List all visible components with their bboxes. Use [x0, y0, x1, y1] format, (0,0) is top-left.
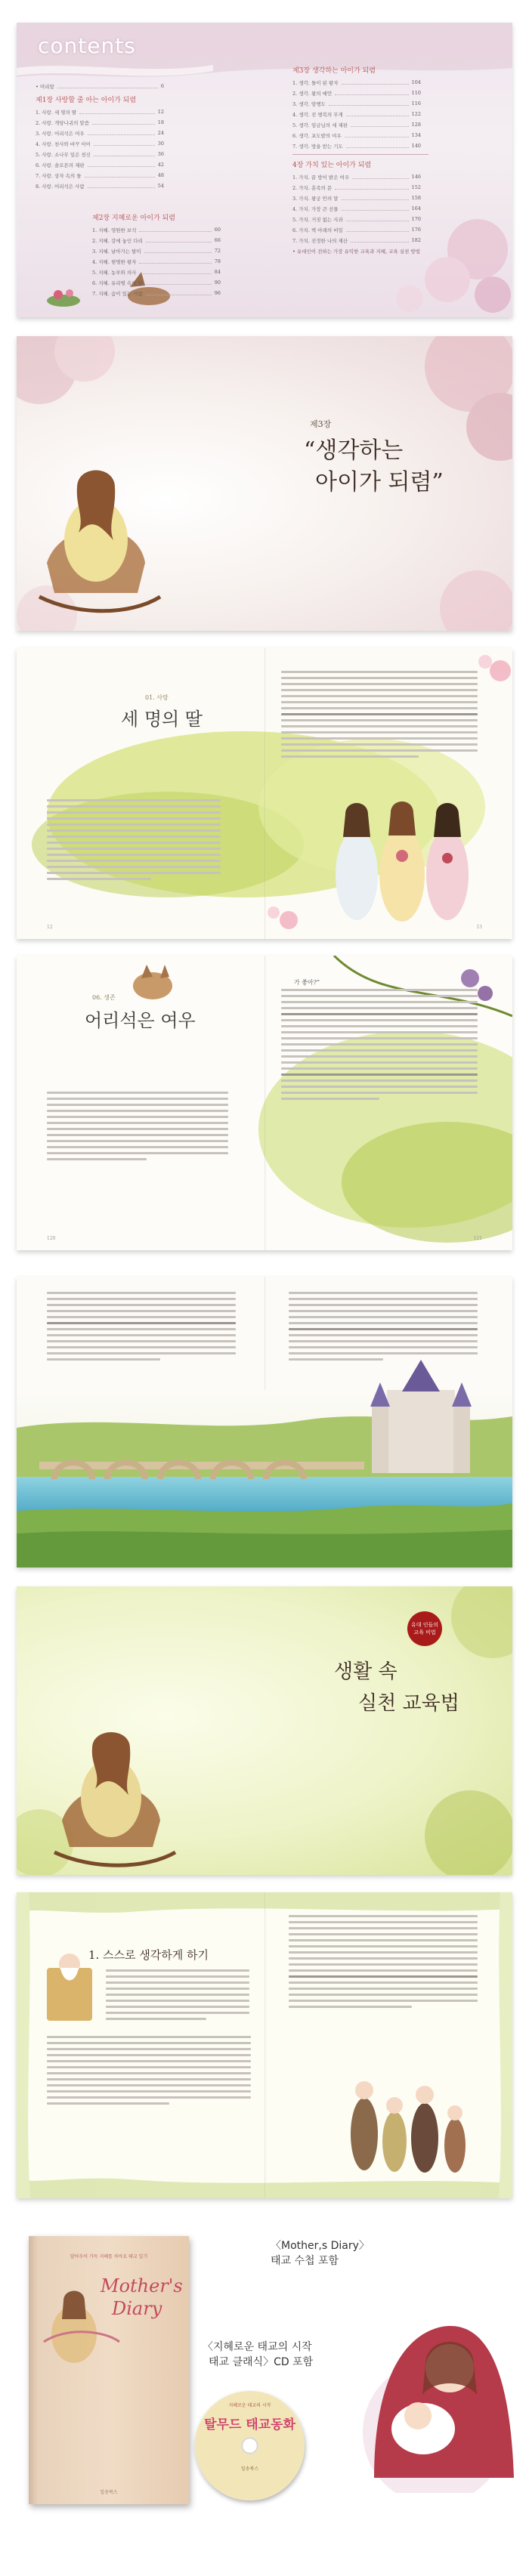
education-title-line1: 생활 속 [334, 1660, 398, 1683]
mother-and-bird-icon [44, 2291, 119, 2364]
page-fold [264, 1892, 266, 2198]
toc-item[interactable]: 3. 사랑. 어리석은 여우 24 [36, 130, 164, 137]
toc-divider [292, 154, 428, 155]
toc-left-column [36, 83, 164, 193]
toc-item[interactable]: 7. 지혜. 숨이 있는 사람 96 [92, 290, 221, 297]
chapter-opener-page [17, 336, 512, 631]
practice-body-left [47, 2036, 251, 2108]
story-spread-three-daughters [17, 648, 512, 939]
story-body-left [47, 799, 221, 884]
practice-body-right [289, 1915, 478, 2012]
toc-footer-note[interactable]: • 유대인이 전하는 가장 유익한 교육과 지혜, 교육 실천 방법 [292, 249, 420, 255]
toc-item[interactable]: 8. 사랑. 어리석은 사람 54 [36, 183, 164, 190]
story-spread-foolish-fox [17, 956, 512, 1250]
castle-icon [370, 1360, 472, 1473]
three-daughters-icon [336, 802, 469, 922]
toc-item[interactable]: 2. 사랑. 개당나귀의 말씀 18 [36, 119, 164, 126]
toc-chapter1-title: 제1장 사랑할 줄 아는 아이가 되렴 [36, 97, 137, 104]
book-publisher: 일송북스 [100, 2490, 118, 2495]
toc-item[interactable]: 1. 생각. 돌이 된 왕자 104 [292, 79, 421, 86]
story-body-right [289, 1292, 478, 1364]
toc-item[interactable]: 6. 생각. 포도밭의 여우 134 [292, 132, 421, 139]
story-body-right [281, 671, 478, 761]
story-quote: 가 좋아?” [294, 979, 320, 986]
story-title: 어리석은 여우 [85, 1010, 196, 1031]
practice-body-top [106, 1969, 249, 2024]
chapter-title-line1: “생각하는 [304, 437, 404, 464]
toc-item[interactable]: 2. 지혜. 강에 놓인 다리 66 [92, 237, 221, 244]
cd-label-line2: 태교 클래식〉CD 포함 [209, 2356, 314, 2368]
page-number-right: 121 [473, 1236, 482, 1241]
toc-item[interactable]: 3. 지혜. 날아가는 탈미 72 [92, 248, 221, 255]
toc-item[interactable]: 3. 가치. 왕궁 안의 말 158 [292, 195, 421, 202]
story-spread-landscape [17, 1277, 512, 1568]
chapter-title-line2: 아이가 되렴” [315, 469, 444, 496]
book-title-line2: Diary [112, 2298, 162, 2319]
practice-section-title: 1. 스스로 생각하게 하기 [88, 1948, 209, 1962]
cd-label-line1: 〈지혜로운 태교의 시작 [203, 2341, 312, 2353]
story-body-right [281, 989, 478, 1104]
toc-item[interactable]: 7. 가치. 진정한 나의 재산 182 [292, 237, 421, 244]
toc-item[interactable]: 6. 가치. 벽 아래의 비밀 176 [292, 227, 421, 233]
toc-item[interactable]: 7. 사랑. 상자 속의 돌 48 [36, 172, 164, 179]
toc-intro-entry[interactable]: • 머리말 6 [36, 83, 164, 90]
toc-item[interactable]: 2. 가치. 훈족의 문 152 [292, 184, 421, 191]
toc-item[interactable]: 3. 생각. 암행도 116 [292, 100, 421, 107]
contents-heading: contents [38, 33, 136, 58]
toc-item[interactable]: 6. 지혜. 유리병 속의 말 90 [92, 280, 221, 286]
page-number-left: 12 [47, 925, 53, 930]
diary-label-line2: 태교 수첩 포함 [271, 2255, 339, 2267]
toc-item[interactable]: 1. 사랑. 세 명의 딸 12 [36, 109, 164, 116]
mother-in-rocking-chair-icon [39, 471, 160, 611]
toc-item[interactable]: 6. 사랑. 솔로몬의 재판 42 [36, 162, 164, 168]
toc-item[interactable]: 4. 생각. 진 행복의 무게 122 [292, 111, 421, 118]
story-body-left [47, 1092, 228, 1164]
chapter-number: 제3장 [310, 419, 332, 429]
story-body-left [47, 1292, 236, 1364]
toc-item[interactable]: 4. 지혜. 현명한 왕자 78 [92, 258, 221, 265]
page-number-left: 120 [47, 1236, 56, 1241]
cd-publisher: 일송북스 [240, 2466, 259, 2472]
fox-icon [133, 965, 172, 999]
toc-item[interactable]: 4. 가치. 가장 큰 선물 164 [292, 205, 421, 212]
page-fold [264, 648, 266, 939]
page-fold [264, 1277, 266, 1390]
toc-item[interactable]: 5. 지혜. 농부와 의사 84 [92, 269, 221, 276]
book-subtitle: 알아두어 가득 지혜를 차아요 태교 일기 [70, 2254, 148, 2259]
toc-item[interactable]: 5. 사랑. 소나무 잎은 천신 36 [36, 151, 164, 158]
toc-item[interactable]: 1. 지혜. 영원한 보석 60 [92, 227, 221, 233]
elder-teaching-icon [47, 1954, 92, 2021]
toc-right-column [292, 60, 466, 258]
page-number-right: 13 [476, 925, 482, 930]
story-kicker: 06. 생존 [92, 994, 116, 1001]
toc-item[interactable]: 1. 가치. 끝 방이 밝은 여우 146 [292, 174, 421, 181]
education-method-opener [17, 1586, 512, 1875]
contents-page [17, 23, 512, 317]
page-fold [264, 956, 266, 1250]
music-cd [195, 2391, 305, 2500]
toc-item[interactable]: 4. 사랑. 천사와 바꾸 아이 30 [36, 141, 164, 147]
practice-spread [17, 1892, 512, 2198]
story-kicker: 01. 사랑 [145, 694, 169, 701]
toc-chapter2-title: 제2장 지혜로운 아이가 되렴 [92, 215, 175, 222]
book-title-line1: Mother's [101, 2275, 183, 2296]
toc-item[interactable]: 5. 생각. 임금님의 세 재판 128 [292, 122, 421, 128]
cd-top-line: 지혜로운 태교의 시작 [228, 2403, 271, 2408]
education-secret-badge: 유대 인들의 교육 비법 [407, 1611, 442, 1646]
toc-chapter4-title: 4장 가치 있는 아이가 되렴 [292, 162, 372, 169]
toc-chapter3-title: 제3장 생각하는 아이가 되렴 [292, 67, 376, 75]
mother-and-baby-illustration [344, 2289, 521, 2493]
toc-chapter2-column [92, 208, 221, 301]
story-title: 세 명의 딸 [121, 709, 203, 730]
book-cover-art [29, 2236, 189, 2504]
education-title-line2: 실천 교육법 [358, 1692, 459, 1715]
toc-item[interactable]: 2. 생각. 왕의 예언 110 [292, 90, 421, 97]
diary-label-line1: 〈Mother,s Diary〉 [271, 2240, 370, 2252]
toc-item[interactable]: 5. 가치. 거짓 없는 사과 170 [292, 216, 421, 223]
toc-item[interactable]: 7. 생각. 방울 받는 기도 140 [292, 143, 421, 150]
cd-title: 탈무드 태교동화 [204, 2417, 295, 2432]
family-group-icon [351, 2081, 466, 2173]
mother-in-rocking-chair-icon [54, 1732, 175, 1865]
mothers-diary-book [29, 2236, 189, 2504]
